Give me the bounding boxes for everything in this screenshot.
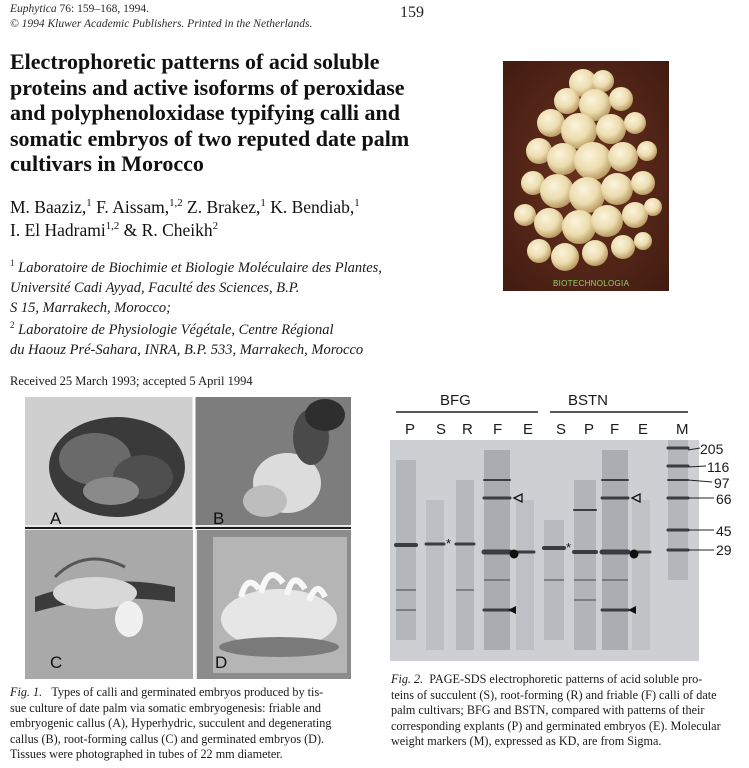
lane-label: E	[523, 421, 534, 438]
gel-image	[390, 440, 699, 661]
caption-line: weight markers (M), expressed as KD, are from Sigma.	[391, 734, 662, 749]
affiliation-text: Laboratoire de Biochimie et Biologie Moléculaire des Plantes,	[18, 260, 382, 276]
group-label-bstn: BSTN	[568, 392, 609, 409]
author-sup: 1	[86, 197, 92, 210]
author-sup: 2	[212, 220, 219, 233]
affiliation-line	[10, 320, 363, 340]
caption-line: teins of succulent (S), root-forming (R) and friable (F) calli of date	[391, 687, 717, 702]
affiliation-line: S 15, Marrakech, Morocco;	[10, 300, 171, 316]
lane-label: P	[584, 421, 595, 438]
lane-label: F	[610, 421, 620, 438]
affiliation-1	[10, 258, 382, 318]
caption-line: callus (B), root-forming callus (C) and germinated embryos (D).	[10, 731, 325, 746]
author-line-1	[10, 196, 360, 219]
photo-watermark: BIOTECHNOLOGIA	[553, 279, 630, 288]
mw-label-45: 45	[716, 523, 732, 539]
mw-label-66: 66	[716, 491, 732, 507]
caption-line: corresponding explants (P) and germinated embryos (E). Molecular	[391, 718, 721, 733]
figure-1-caption	[10, 685, 332, 763]
svg-text:*: *	[566, 540, 572, 555]
article-title	[10, 49, 490, 177]
caption-line	[10, 685, 332, 701]
lane-label: P	[405, 421, 416, 438]
figure-1-image	[25, 397, 351, 679]
author-sup: 1	[260, 197, 266, 210]
author-list	[10, 196, 360, 242]
caption-text: Types of calli and germinated embryos produced by tis-	[51, 685, 324, 699]
author-name: Z. Brakez,	[182, 197, 261, 217]
figure-1-photos	[25, 397, 351, 679]
affiliation-2	[10, 320, 363, 360]
lane-label: S	[556, 421, 567, 438]
citation-line	[10, 3, 149, 15]
mw-leader-lines	[688, 440, 718, 560]
lane-label: E	[638, 421, 649, 438]
author-name: I. El Hadrami	[10, 220, 106, 240]
lane-label: M	[676, 421, 689, 438]
caption-text: PAGE-SDS electrophoretic patterns of acid soluble pro-	[429, 672, 703, 686]
affiliation-text: Laboratoire de Physiologie Végétale, Centre Régional	[18, 322, 334, 338]
panel-label-c: C	[50, 653, 63, 672]
caption-label: Fig. 2.	[391, 672, 424, 686]
mw-label-116: 116	[707, 459, 730, 475]
figure-2-caption	[391, 672, 721, 750]
caption-line	[391, 672, 721, 688]
author-line-2	[10, 219, 360, 242]
panel-label-d: D	[215, 653, 228, 672]
mw-label-29: 29	[716, 542, 732, 558]
page-number: 159	[400, 4, 424, 21]
author-sup: 1,2	[169, 197, 183, 210]
mw-label-97: 97	[714, 475, 730, 491]
lane-label: S	[436, 421, 447, 438]
caption-line: embryogenic callus (A), Hyperhydric, succulent and degenerating	[10, 716, 332, 731]
lane-label: F	[493, 421, 503, 438]
title-line: Electrophoretic patterns of acid soluble	[10, 49, 380, 74]
affiliation-line	[10, 258, 382, 278]
caption-line: sue culture of date palm via somatic embryogenesis: friable and	[10, 700, 322, 715]
copyright-line: © 1994 Kluwer Academic Publishers. Printed in the Netherlands.	[10, 18, 313, 30]
author-sup: 1,2	[105, 220, 120, 233]
caption-line: palm cultivars; BFG and BSTN, compared with patterns of their	[391, 703, 705, 718]
author-sup: 1	[354, 197, 360, 210]
affiliation-sup: 1	[10, 258, 15, 269]
gel-bands	[390, 440, 699, 661]
lane-label: R	[462, 421, 473, 438]
affiliation-line: du Haouz Pré-Sahara, INRA, B.P. 533, Marrakech, Morocco	[10, 342, 364, 358]
journal-name: Euphytica	[10, 3, 57, 15]
affiliation-line: Université Cadi Ayyad, Faculté des Sciences, B.P.	[10, 280, 300, 296]
panel-label-b: B	[213, 509, 225, 528]
author-name: M. Baaziz,	[10, 197, 87, 217]
group-brackets	[390, 408, 690, 416]
caption-label: Fig. 1.	[10, 685, 43, 699]
panel-label-a: A	[50, 509, 62, 528]
author-name: & R. Cheikh	[119, 220, 213, 240]
journal-volume-pages: 76: 159–168, 1994.	[59, 3, 149, 15]
group-label-bfg: BFG	[440, 392, 471, 409]
title-line: cultivars in Morocco	[10, 151, 204, 177]
callus-photo-image	[503, 61, 669, 291]
mw-label-205: 205	[700, 441, 724, 457]
title-line: and polyphenoloxidase typifying calli and	[10, 100, 400, 126]
title-line: proteins and active isoforms of peroxidase	[10, 74, 405, 100]
title-line: somatic embryos of two reputed date palm	[10, 125, 410, 151]
svg-text:*: *	[446, 536, 452, 551]
caption-line: Tissues were photographed in tubes of 22 mm diameter.	[10, 747, 283, 762]
callus-photo	[503, 61, 669, 291]
affiliation-sup: 2	[10, 320, 15, 331]
received-dates: Received 25 March 1993; accepted 5 April 1994	[10, 374, 253, 388]
author-name: K. Bendiab,	[265, 197, 355, 217]
author-name: F. Aissam,	[91, 197, 170, 217]
